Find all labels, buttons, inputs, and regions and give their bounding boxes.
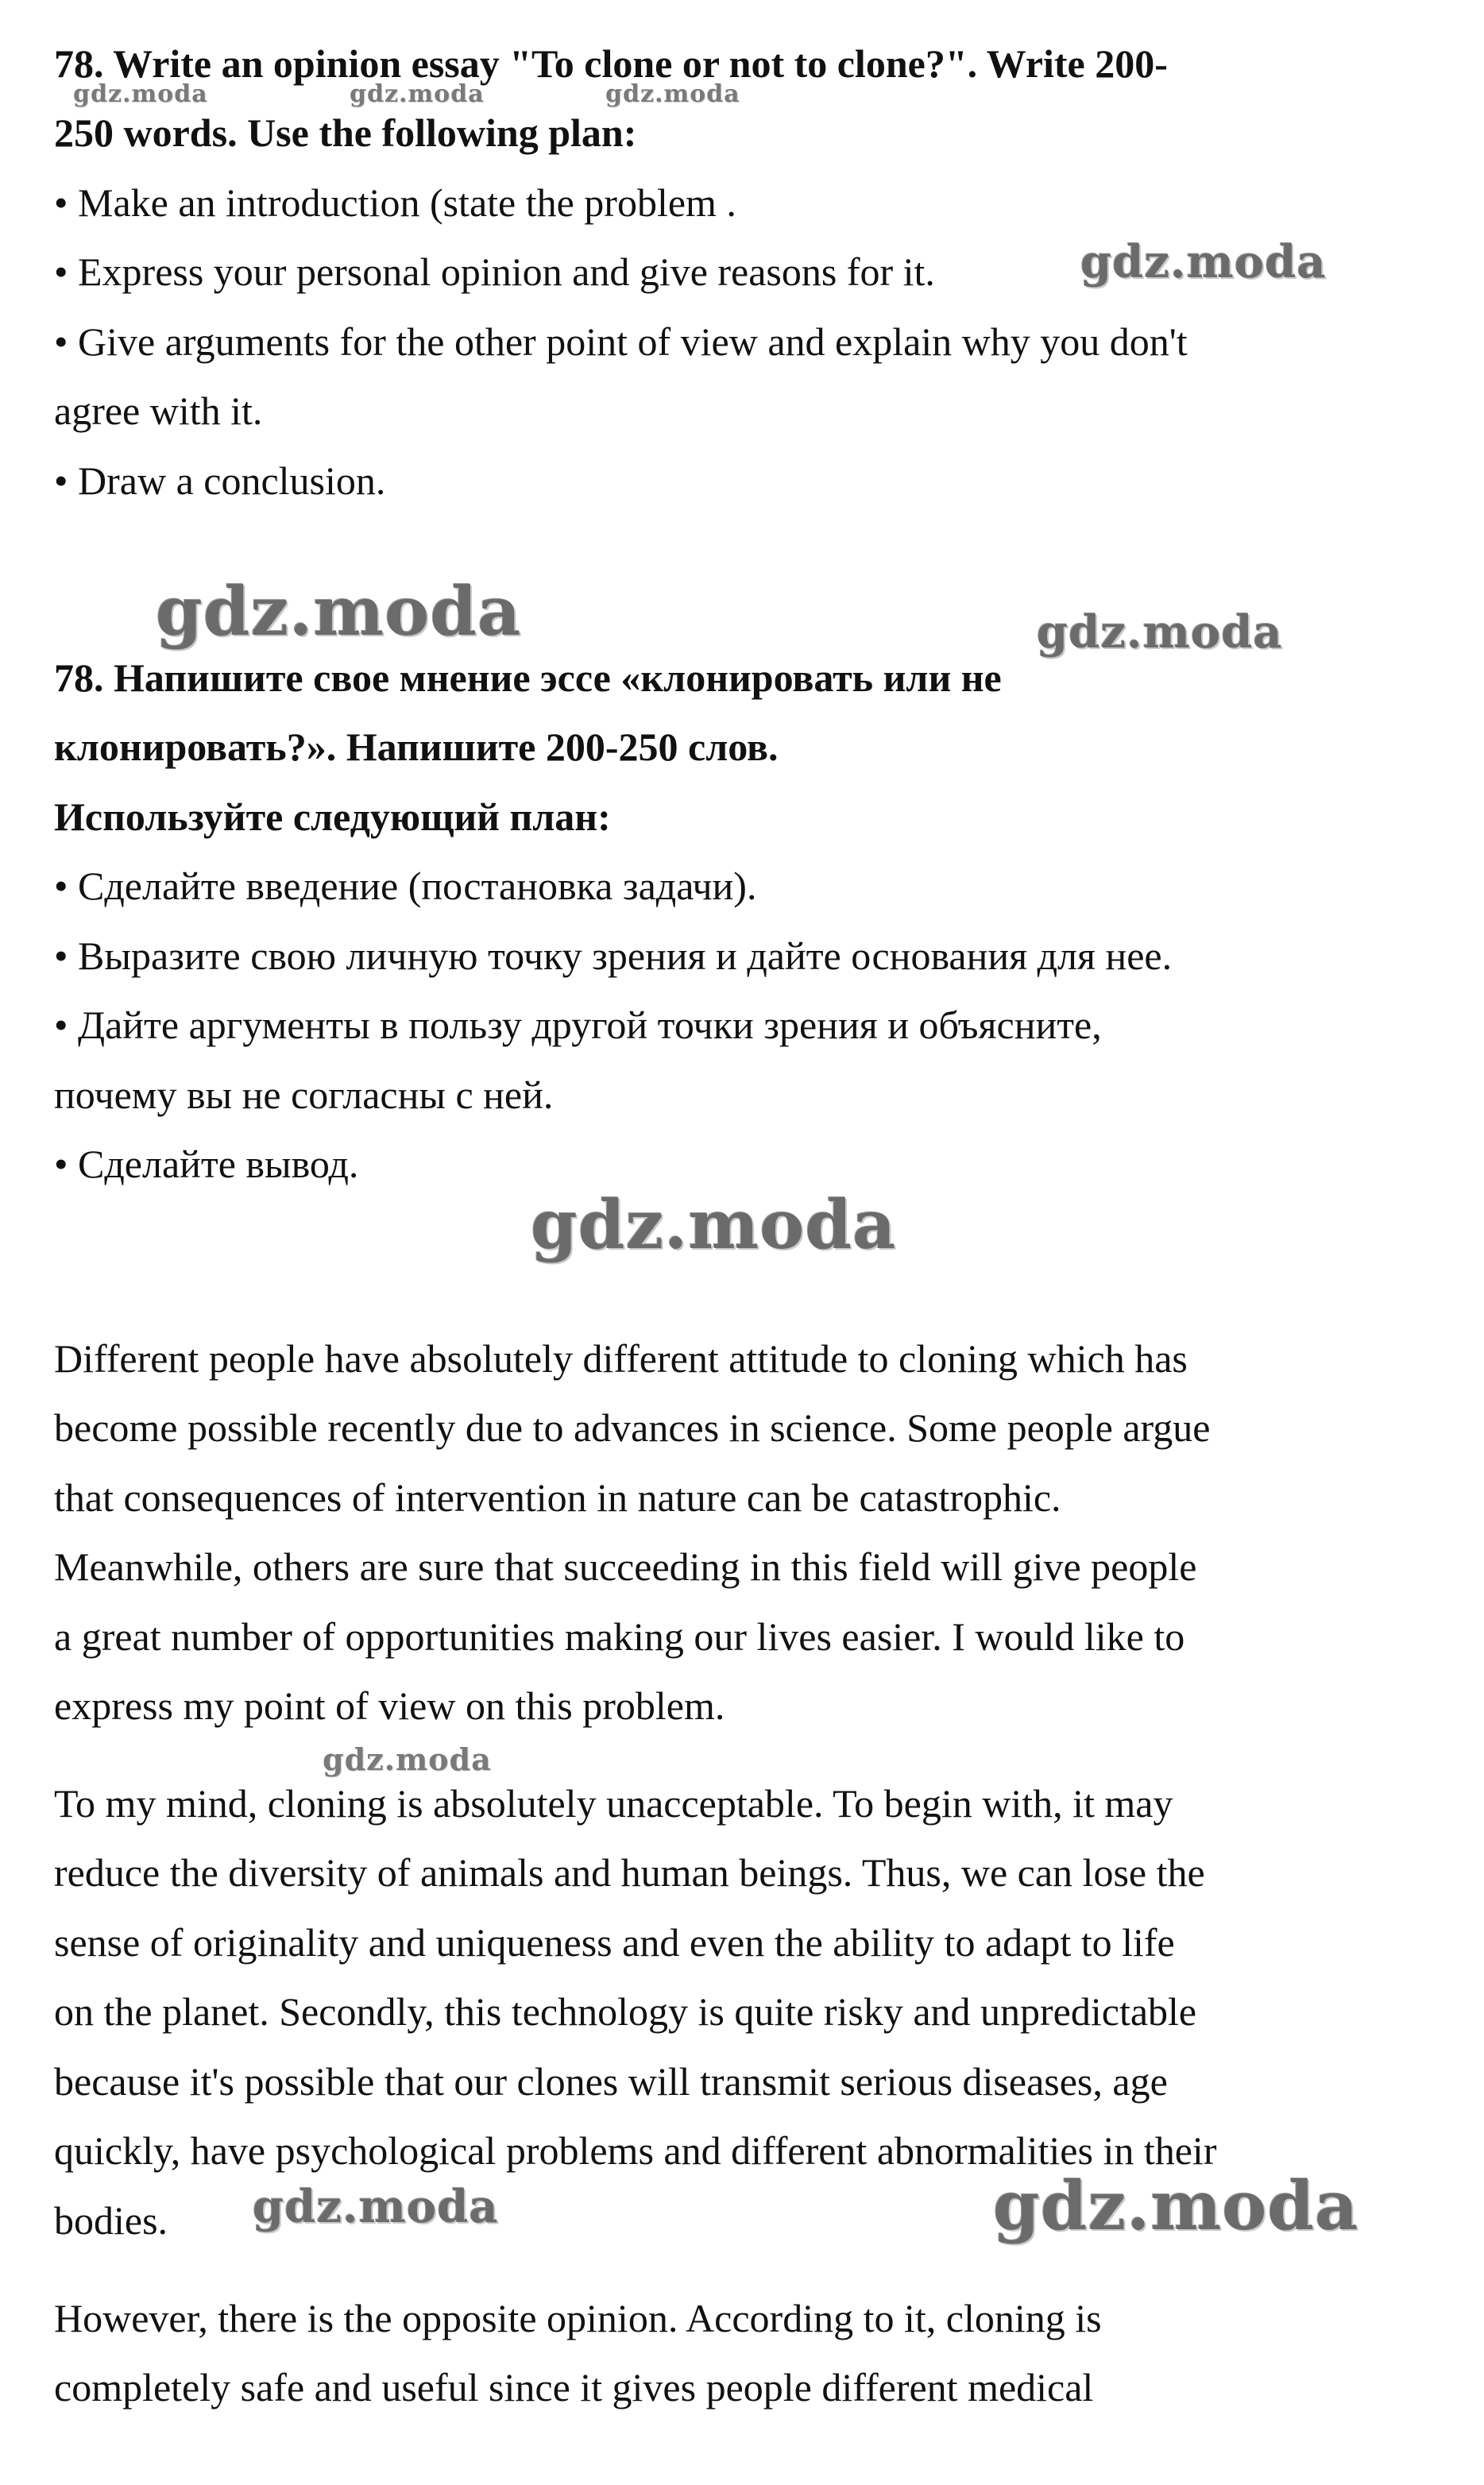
essay-p1-line-4: Meanwhile, others are sure that succeeding in this field will give people — [54, 1544, 1197, 1589]
task-en-bullet-3: • Give arguments for the other point of view and explain why you don't — [54, 319, 1188, 364]
task-ru-bullet-3-cont: почему вы не согласны с ней. — [54, 1072, 554, 1117]
essay-p2-line-1: To my mind, cloning is absolutely unacceptable. To begin with, it may — [54, 1781, 1173, 1826]
task-ru-bullet-4: • Сделайте вывод. — [54, 1142, 359, 1186]
essay-p1-line-5: a great number of opportunities making our lives easier. I would like to — [54, 1614, 1185, 1659]
task-en-title-line-2: 250 words. Use the following plan: — [54, 110, 637, 155]
watermark: gdz.moda — [993, 2166, 1359, 2245]
watermark: gdz.moda — [350, 80, 485, 108]
watermark: gdz.moda — [323, 1741, 492, 1777]
task-ru-bullet-2: • Выразите свою личную точку зрения и дайте основания для нее. — [54, 933, 1173, 978]
task-ru-title-line-2: клонировать?». Напишите 200-250 слов. — [54, 725, 779, 769]
essay-p3-line-1: However, there is the opposite opinion. According to it, cloning is — [54, 2296, 1102, 2340]
task-en-bullet-3-cont: agree with it. — [54, 388, 263, 433]
essay-p2-line-7: bodies. — [54, 2198, 168, 2243]
watermark: gdz.moda — [605, 80, 740, 108]
task-en-bullet-1: • Make an introduction (state the problem . — [54, 180, 736, 225]
watermark: gdz.moda — [1037, 606, 1283, 659]
essay-p2-line-5: because it's possible that our clones will transmit serious diseases, age — [54, 2059, 1168, 2104]
task-ru-title-line-1: 78. Напишите свое мнение эссе «клонировать или не — [54, 655, 1002, 700]
watermark: gdz.moda — [531, 1185, 897, 1264]
task-en-bullet-4: • Draw a conclusion. — [54, 458, 386, 503]
essay-p2-line-4: on the planet. Secondly, this technology is quite risky and unpredictable — [54, 1989, 1197, 2034]
essay-p1-line-2: become possible recently due to advances in science. Some people argue — [54, 1405, 1211, 1450]
essay-p3-line-2: completely safe and useful since it gives people different medical — [54, 2365, 1094, 2410]
essay-p1-line-1: Different people have absolutely different attitude to cloning which has — [54, 1336, 1188, 1381]
task-ru-bullet-1: • Сделайте введение (постановка задачи). — [54, 864, 757, 908]
essay-p1-line-3: that consequences of intervention in nature can be catastrophic. — [54, 1475, 1061, 1520]
task-ru-title-line-3: Используйте следующий план: — [54, 794, 611, 839]
essay-p2-line-2: reduce the diversity of animals and human beings. Thus, we can lose the — [54, 1850, 1205, 1895]
essay-p2-line-3: sense of originality and uniqueness and even the ability to adapt to life — [54, 1920, 1175, 1965]
watermark: gdz.moda — [1080, 236, 1327, 288]
watermark: gdz.moda — [73, 80, 208, 108]
task-en-bullet-2: • Express your personal opinion and give reasons for it. — [54, 249, 935, 294]
essay-p1-line-6: express my point of view on this problem. — [54, 1683, 725, 1728]
task-ru-bullet-3: • Дайте аргументы в пользу другой точки зрения и объясните, — [54, 1003, 1102, 1047]
task-en-title-line-1: 78. Write an opinion essay "To clone or not to clone?". Write 200- — [54, 41, 1168, 86]
essay-p2-line-6: quickly, have psychological problems and different abnormalities in their — [54, 2128, 1217, 2173]
watermark: gdz.moda — [253, 2181, 499, 2233]
watermark: gdz.moda — [156, 572, 522, 651]
